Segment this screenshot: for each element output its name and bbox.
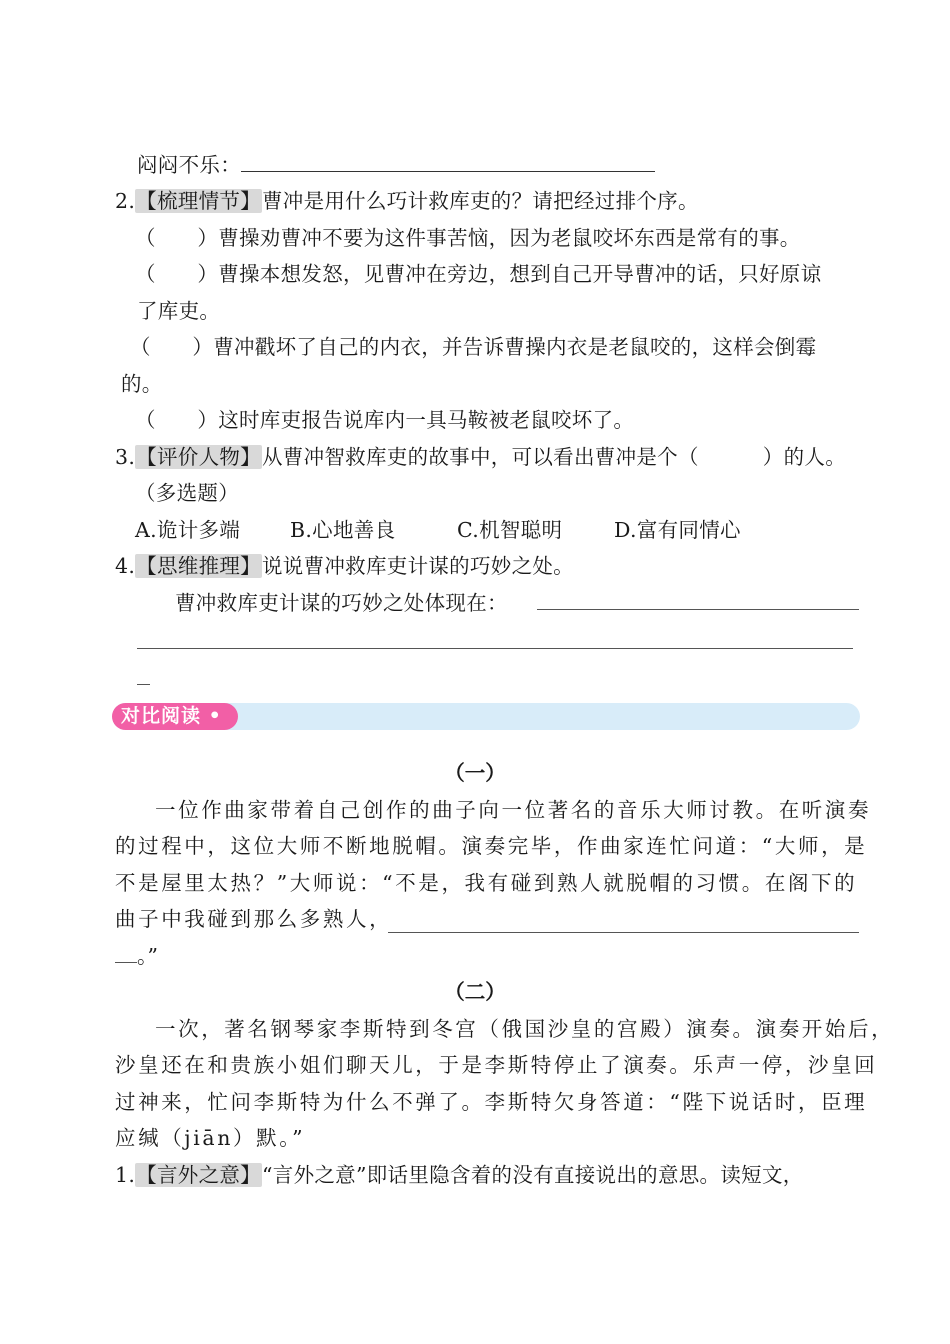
order-blank[interactable]: （ ）: [135, 408, 219, 432]
passage2-line-2: 沙皇还在和贵族小姐们聊天儿，于是李斯特停止了演奏。乐声一停，沙皇回: [115, 1053, 878, 1077]
q2-item-3-cont: 的。: [121, 372, 163, 396]
idiom-label: 闷闷不乐：: [137, 153, 241, 177]
q4-prompt: 曹冲救库吏计谋的巧妙之处体现在：: [175, 591, 508, 615]
q3-stem: [115, 442, 846, 472]
q2-item-text: 曹操劝曹冲不要为这件事苦恼，因为老鼠咬坏东西是常有的事。: [218, 226, 801, 250]
passage1-answer-line-2[interactable]: [115, 962, 137, 963]
q4-answer-line-3[interactable]: [137, 684, 150, 685]
passage1-end: 。”: [137, 944, 159, 968]
q3-note: （多选题）: [135, 481, 239, 505]
q4-number: 4.: [115, 554, 136, 578]
q5-stem: [115, 1160, 804, 1190]
passage1-line-4: [115, 904, 392, 934]
q2-item-4: [135, 405, 634, 435]
section-title-text: 对比阅读: [121, 705, 202, 727]
q2-item-1: [135, 223, 801, 253]
q3-option-b[interactable]: B.心地善良: [290, 518, 396, 542]
q2-text: 曹冲是用什么巧计救库吏的？请把经过排个序。: [261, 189, 699, 213]
q3-option-a[interactable]: A.诡计多端: [135, 518, 241, 542]
idiom-answer-blank[interactable]: [241, 151, 655, 172]
passage1-line-3: 不是屋里太热？”大师说：“不是，我有碰到熟人就脱帽的习惯。在阁下的: [115, 871, 858, 895]
passage1-line-2: 的过程中，这位大师不断地脱帽。演奏完毕，作曲家连忙问道：“大师，是: [115, 834, 868, 858]
q3-option-c[interactable]: C.机智聪明: [457, 518, 563, 542]
q2-item-2: [135, 259, 821, 289]
passage1-line-4-text: 曲子中我碰到那么多熟人，: [115, 907, 393, 931]
passage2-heading: （二）: [444, 980, 506, 1004]
q4-answer-line-1[interactable]: [537, 609, 859, 610]
q4-answer-line-2[interactable]: [137, 648, 853, 649]
q5-text: “言外之意”即话里隐含着的没有直接说出的意思。读短文，: [261, 1163, 804, 1187]
q4-prompt-line: [175, 588, 508, 618]
q2-stem: [115, 186, 699, 216]
q4-text: 说说曹冲救库吏计谋的巧妙之处。: [261, 554, 574, 578]
q2-item-3: [130, 332, 816, 362]
order-blank[interactable]: （ ）: [135, 262, 219, 286]
passage2-line-4: 应缄（jiān）默。”: [115, 1126, 306, 1150]
q4-stem: [115, 551, 574, 581]
section-title: 对比阅读 •: [112, 703, 238, 730]
order-blank[interactable]: （ ）: [130, 335, 214, 359]
passage2-line-3: 过神来，忙问李斯特为什么不弹了。李斯特欠身答道：“陛下说话时，臣理: [115, 1090, 868, 1114]
q2-item-text: 这时库吏报告说库内一具马鞍被老鼠咬坏了。: [218, 408, 635, 432]
q3-text-before: 从曹冲智救库吏的故事中，可以看出曹冲是个（: [261, 445, 699, 469]
passage1-line-1: 一位作曲家带着自己创作的曲子向一位著名的音乐大师讨教。在听演奏: [155, 798, 872, 822]
q3-tag: 【评价人物】: [136, 445, 261, 469]
q5-tag: 【言外之意】: [136, 1163, 261, 1187]
q2-item-2-cont: 了库吏。: [137, 299, 221, 323]
passage1-heading: （一）: [444, 761, 506, 785]
q2-tag: 【梳理情节】: [136, 189, 261, 213]
q2-item-text: 曹冲戳坏了自己的内衣，并告诉曹操内衣是老鼠咬的，这样会倒霉: [213, 335, 817, 359]
order-blank[interactable]: （ ）: [135, 226, 219, 250]
q2-item-text: 曹操本想发怒，见曹冲在旁边，想到自己开导曹冲的话，只好原谅: [218, 262, 822, 286]
q2-number: 2.: [115, 189, 136, 213]
q4-tag: 【思维推理】: [136, 554, 261, 578]
passage1-answer-line-1[interactable]: [388, 932, 859, 933]
q5-number: 1.: [115, 1163, 136, 1187]
passage2-line-1: 一次，著名钢琴家李斯特到冬宫（俄国沙皇的宫殿）演奏。演奏开始后，: [155, 1017, 895, 1041]
idiom-line: [137, 150, 655, 180]
q3-option-d[interactable]: D.富有同情心: [614, 518, 741, 542]
q3-number: 3.: [115, 445, 136, 469]
q3-text-after: ）的人。: [762, 445, 846, 469]
